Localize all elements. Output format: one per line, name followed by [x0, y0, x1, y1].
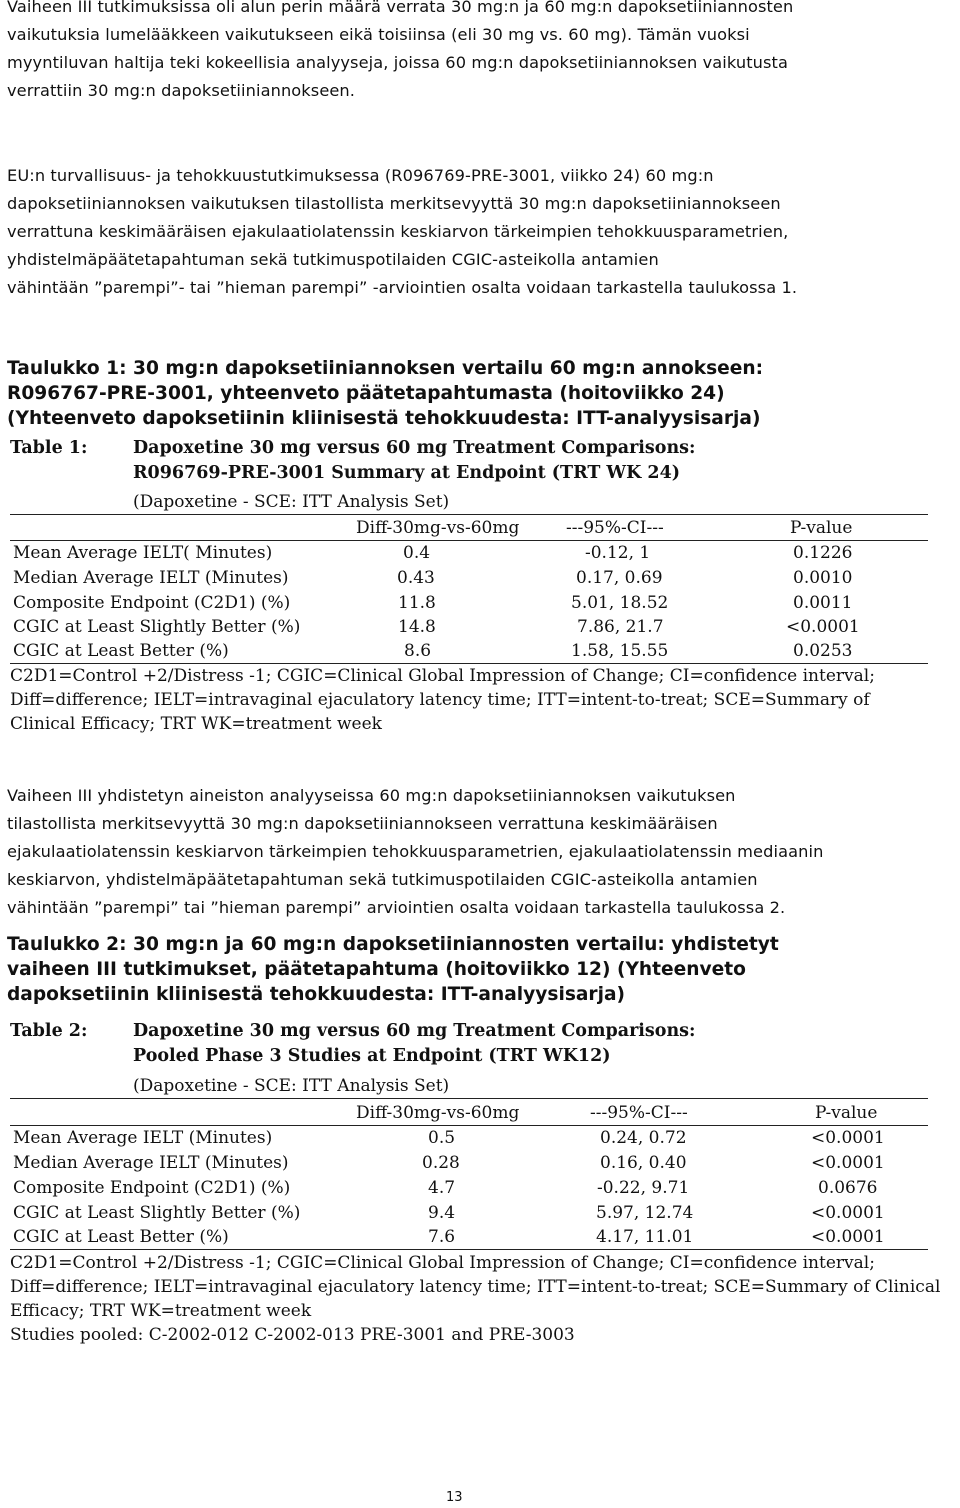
table2-row-ci: 0.16, 0.40	[600, 1153, 687, 1173]
table2-row-ci: 4.17, 11.01	[596, 1227, 694, 1247]
table1-label: Table 1:	[10, 438, 88, 458]
table1-row-label: Mean Average IELT( Minutes)	[13, 543, 273, 563]
table1-row-diff: 0.4	[403, 543, 431, 563]
table2-row-diff: 9.4	[428, 1203, 456, 1223]
table2-title-line1: Dapoxetine 30 mg versus 60 mg Treatment Comparisons:	[133, 1021, 696, 1041]
table2-row-p: <0.0001	[811, 1203, 885, 1223]
table2-note: Diff=difference; IELT=intravaginal ejaculatory latency time; ITT=intent-to-treat; SCE=Summary of Clinical	[10, 1277, 941, 1297]
table1-heading	[7, 356, 952, 431]
table1-title-line1: Dapoxetine 30 mg versus 60 mg Treatment Comparisons:	[133, 438, 696, 458]
table1-row-ci: -0.12, 1	[585, 543, 651, 563]
table2-header-rule	[10, 1125, 928, 1126]
heading-line: vaiheen III tutkimukset, päätetapahtuma (hoitoviikko 12) (Yhteenveto	[7, 959, 746, 980]
table1-row-ci: 7.86, 21.7	[577, 617, 664, 637]
table2-row-ci: -0.22, 9.71	[597, 1178, 690, 1198]
table2-heading	[7, 932, 952, 1007]
table1-row-p: 0.0010	[793, 568, 853, 588]
table2-row-diff: 4.7	[428, 1178, 456, 1198]
text-line: yhdistelmäpäätetapahtuman sekä tutkimuspotilaiden CGIC-asteikolla antamien	[7, 250, 659, 269]
intro-paragraph	[7, 0, 952, 105]
text-line: verrattiin 30 mg:n dapoksetiiniannokseen.	[7, 81, 356, 100]
pooled-analysis-paragraph	[7, 782, 952, 922]
table2-row-p: <0.0001	[811, 1227, 885, 1247]
text-line: keskiarvon, yhdistelmäpäätetapahtuman sekä tutkimuspotilaiden CGIC-asteikolla antamien	[7, 870, 758, 889]
table2-row-label: Composite Endpoint (C2D1) (%)	[13, 1178, 291, 1198]
table1-row-label: CGIC at Least Better (%)	[13, 641, 229, 661]
table1-title-line2: R096769-PRE-3001 Summary at Endpoint (TRT WK 24)	[133, 463, 681, 483]
table2-note: Efficacy; TRT WK=treatment week	[10, 1301, 312, 1321]
table2-note: Studies pooled: C-2002-012 C-2002-013 PRE-3001 and PRE-3003	[10, 1325, 575, 1345]
text-line: verrattuna keskimääräisen ejakulaatiolatenssin keskiarvon tärkeimpien tehokkuusparametrien,	[7, 222, 789, 241]
table2-title-line2: Pooled Phase 3 Studies at Endpoint (TRT WK12)	[133, 1046, 611, 1066]
table2-col-ci: ---95%-CI---	[590, 1103, 688, 1123]
text-line: Vaiheen III tutkimuksissa oli alun perin määrä verrata 30 mg:n ja 60 mg:n dapoksetiiniannosten	[7, 0, 794, 16]
text-line: dapoksetiiniannoksen vaikutuksen tilastollista merkitsevyyttä 30 mg:n dapoksetiiniannokseen	[7, 194, 781, 213]
table2-row-ci: 5.97, 12.74	[596, 1203, 694, 1223]
table1-note: Clinical Efficacy; TRT WK=treatment week	[10, 714, 382, 734]
heading-line: R096767-PRE-3001, yhteenveto päätetapahtumasta (hoitoviikko 24)	[7, 383, 725, 404]
table2-row-label: CGIC at Least Better (%)	[13, 1227, 229, 1247]
table1-row-p: 0.0253	[793, 641, 853, 661]
table1-row-diff: 14.8	[398, 617, 436, 637]
table2-row-diff: 0.5	[428, 1128, 456, 1148]
table1-row-label: CGIC at Least Slightly Better (%)	[13, 617, 301, 637]
text-line: ejakulaatiolatenssin keskiarvon tärkeimpien tehokkuusparametrien, ejakulaatiolatenssin mediaanin	[7, 842, 824, 861]
table1-row-diff: 8.6	[404, 641, 432, 661]
table1-row-diff: 11.8	[398, 593, 436, 613]
table2-row-ci: 0.24, 0.72	[600, 1128, 687, 1148]
heading-line: Taulukko 1: 30 mg:n dapoksetiiniannoksen vertailu 60 mg:n annokseen:	[7, 358, 764, 379]
table2-row-label: Mean Average IELT (Minutes)	[13, 1128, 273, 1148]
table2-col-diff: Diff-30mg-vs-60mg	[356, 1103, 520, 1123]
table2-row-diff: 0.28	[422, 1153, 460, 1173]
table2-top-rule	[10, 1098, 928, 1099]
table2-row-p: <0.0001	[811, 1128, 885, 1148]
heading-line: (Yhteenveto dapoksetiinin kliinisestä tehokkuudesta: ITT-analyysisarja)	[7, 408, 761, 429]
table1-col-p: P-value	[790, 518, 853, 538]
table1-row-p: <0.0001	[786, 617, 860, 637]
heading-line: dapoksetiinin kliinisestä tehokkuudesta: ITT-analyysisarja)	[7, 984, 626, 1005]
table1-top-rule	[10, 514, 928, 515]
table2-bottom-rule	[10, 1249, 928, 1250]
table2-subtitle: (Dapoxetine - SCE: ITT Analysis Set)	[133, 1076, 450, 1096]
page-number: 13	[446, 1490, 463, 1505]
table2-col-p: P-value	[815, 1103, 878, 1123]
table1-row-p: 0.0011	[793, 593, 853, 613]
table2-row-p: 0.0676	[818, 1178, 878, 1198]
table1-row-label: Median Average IELT (Minutes)	[13, 568, 289, 588]
table2-row-p: <0.0001	[811, 1153, 885, 1173]
table2-row-diff: 7.6	[428, 1227, 456, 1247]
table1-subtitle: (Dapoxetine - SCE: ITT Analysis Set)	[133, 492, 450, 512]
text-line: EU:n turvallisuus- ja tehokkuustutkimuksessa (R096769-PRE-3001, viikko 24) 60 mg:n	[7, 166, 714, 185]
table1-row-p: 0.1226	[793, 543, 853, 563]
table1-row-diff: 0.43	[397, 568, 435, 588]
table2-label: Table 2:	[10, 1021, 88, 1041]
text-line: vähintään ”parempi”- tai ”hieman parempi” -arviointien osalta voidaan tarkastella taulukossa 1.	[7, 278, 798, 297]
table2-row-label: Median Average IELT (Minutes)	[13, 1153, 289, 1173]
table1-note: C2D1=Control +2/Distress -1; CGIC=Clinical Global Impression of Change; CI=confidence interval;	[10, 666, 875, 686]
heading-line: Taulukko 2: 30 mg:n ja 60 mg:n dapoksetiiniannosten vertailu: yhdistetyt	[7, 934, 779, 955]
table1-header-rule	[10, 540, 928, 541]
table2-row-label: CGIC at Least Slightly Better (%)	[13, 1203, 301, 1223]
table1-row-ci: 5.01, 18.52	[571, 593, 669, 613]
text-line: vähintään ”parempi” tai ”hieman parempi” arviointien osalta voidaan tarkastella taulukossa 2.	[7, 898, 786, 917]
table1-row-ci: 1.58, 15.55	[571, 641, 669, 661]
text-line: tilastollista merkitsevyyttä 30 mg:n dapoksetiiniannokseen verrattuna keskimääräisen	[7, 814, 718, 833]
table2-note: C2D1=Control +2/Distress -1; CGIC=Clinical Global Impression of Change; CI=confidence interval;	[10, 1253, 875, 1273]
table1-note: Diff=difference; IELT=intravaginal ejaculatory latency time; ITT=intent-to-treat; SCE=Summary of	[10, 690, 870, 710]
table1-row-ci: 0.17, 0.69	[576, 568, 663, 588]
text-line: vaikutuksia lumelääkkeen vaikutukseen eikä toisiinsa (eli 30 mg vs. 60 mg). Tämän vuoksi	[7, 25, 750, 44]
text-line: myyntiluvan haltija teki kokeellisia analyyseja, joissa 60 mg:n dapoksetiiniannoksen vaikutusta	[7, 53, 789, 72]
table1-row-label: Composite Endpoint (C2D1) (%)	[13, 593, 291, 613]
table1-col-diff: Diff-30mg-vs-60mg	[356, 518, 520, 538]
table1-col-ci: ---95%-CI---	[566, 518, 664, 538]
table1-bottom-rule	[10, 663, 928, 664]
text-line: Vaiheen III yhdistetyn aineiston analyyseissa 60 mg:n dapoksetiiniannoksen vaikutuksen	[7, 786, 736, 805]
eu-study-paragraph	[7, 162, 952, 302]
